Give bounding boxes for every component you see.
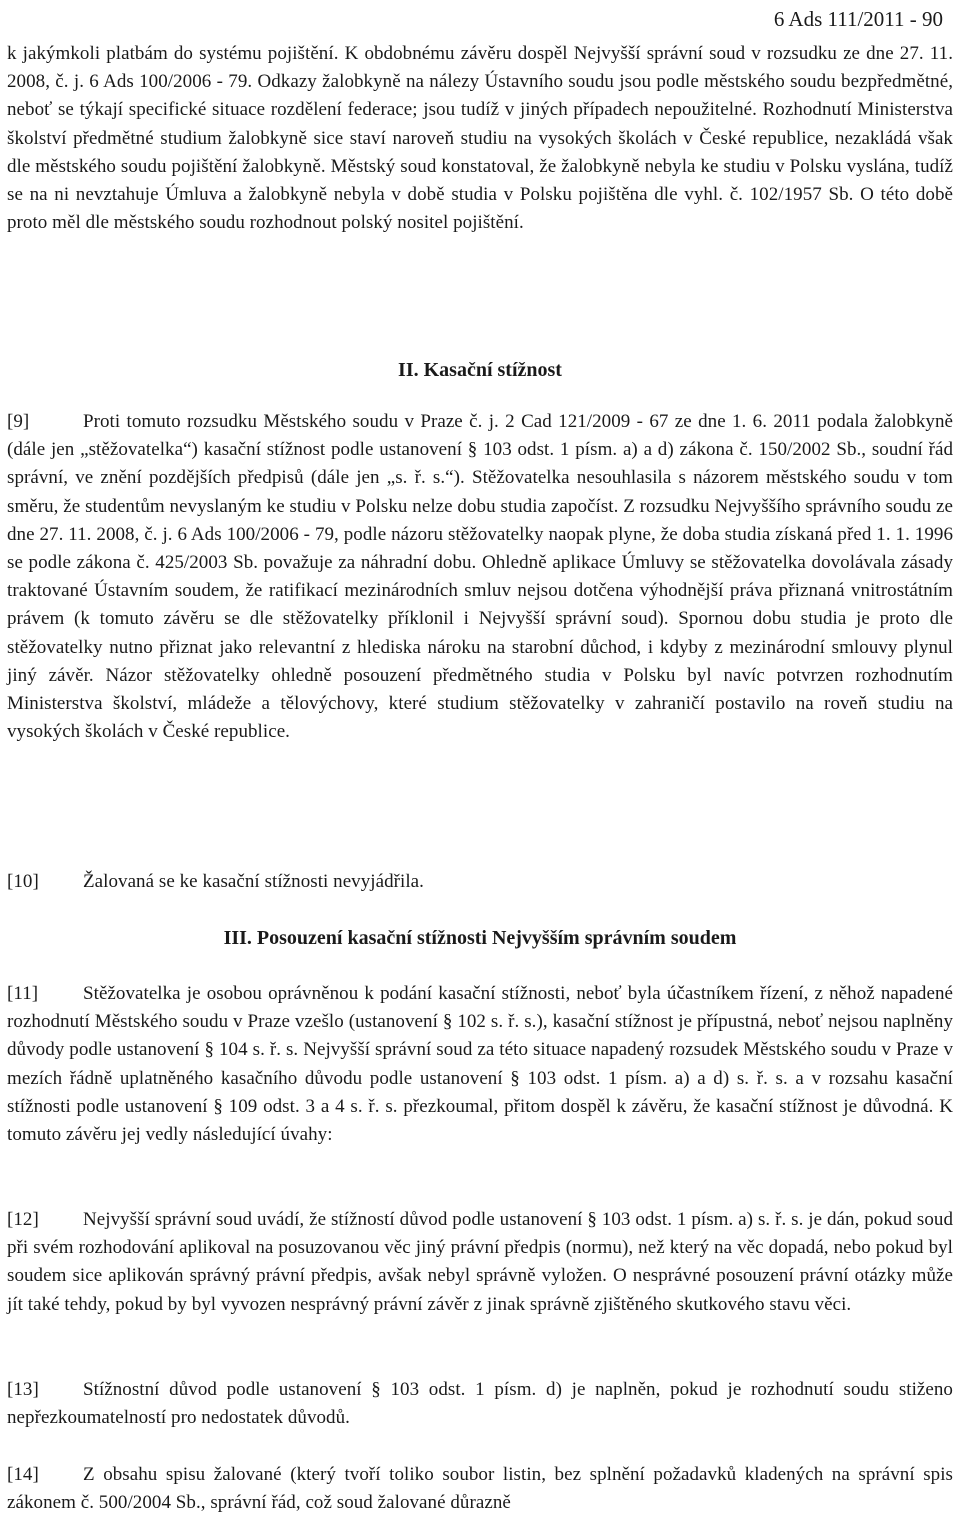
paragraph-number: [10] bbox=[7, 871, 39, 892]
paragraph-number: [9] bbox=[7, 411, 30, 432]
paragraph-14 bbox=[7, 1461, 953, 1517]
paragraph-13 bbox=[7, 1376, 953, 1432]
paragraph-number: [14] bbox=[7, 1464, 39, 1485]
section-heading-ii: II. Kasační stížnost bbox=[398, 359, 562, 381]
paragraph-number: [11] bbox=[7, 983, 39, 1004]
paragraph-text: Stížnostní důvod podle ustanovení § 103 odst. 1 písm. d) je naplněn, pokud je rozhodnutí soudu stiženo nepřezkoumatelností pro nedostatek důvodů. bbox=[7, 1379, 953, 1429]
paragraph-text: Z obsahu spisu žalované (který tvoří toliko soubor listin, bez splnění požadavků kladených na správní spis zákonem č. 500/2004 Sb., správní řád, což soud žalované důrazně bbox=[7, 1464, 953, 1514]
paragraph-text: Proti tomuto rozsudku Městského soudu v Praze č. j. 2 Cad 121/2009 - 67 ze dne 1. 6. 2011 podala žalobkyně (dále jen „stěžovatelka“) kasační stížnost podle ustanovení § 103 odst. 1 písm. a) a d) zákona č. 150/2002 Sb., soudní řád správní, ve znění pozdějších předpisů (dále jen „s. ř. s.“). Stěžovatelka nesouhlasila s názorem městského soudu v tom směru, že studentům nevyslaným ke studiu v Polsku nelze dobu studia započíst. Z rozsudku Nejvyššího správního soudu ze dne 27. 11. 2008, č. j. 6 Ads 100/2006 - 79, podle názoru stěžovatelky naopak plyne, že doba studia získaná před 1. 1. 1996 se podle zákona č. 425/2003 Sb. považuje za náhradní dobu. Ohledně aplikace Úmluvy se stěžovatelka dovolávala zásady traktované Ústavním soudem, že ratifikací mezinárodních smluv nejsou dotčena výhodnější práva přiznaná vnitrostátním právem (k tomuto závěru se dle stěžovatelky příklonil i Nejvyšší správní soud). Spornou dobu studia je proto dle stěžovatelky nutno přiznat jako relevantní z hlediska nároku na starobní důchod, i kdyby z mezinárodní smlouvy plynul jiný závěr. Názor stěžovatelky ohledně posouzení předmětného studia v Polsku byl navíc potvrzen rozhodnutím Ministerstva školství, mládeže a tělovýchovy, které studium stěžovatelky v zahraničí postavilo na roveň studiu na vysokých školách v České republice. bbox=[7, 411, 953, 743]
paragraph-text: Žalovaná se ke kasační stížnosti nevyjádřila. bbox=[83, 871, 424, 892]
section-heading-iii: III. Posouzení kasační stížnosti Nejvyšším správním soudem bbox=[223, 927, 737, 949]
paragraph-text: k jakýmkoli platbám do systému pojištění. K obdobnému závěru dospěl Nejvyšší správní soud v rozsudku ze dne 27. 11. 2008, č. j. 6 Ads 100/2006 - 79. Odkazy žalobkyně na nálezy Ústavního soudu jsou podle městského soudu bezpředmětné, neboť se týkají specifické situace rozdělení federace; jsou tudíž v jiných případech nepoužitelné. Rozhodnutí Ministerstva školství předmětné studium žalobkyně sice staví naroveň studiu na vysokých školách v České republice, nezakládá však dle městského soudu pojištění žalobkyně. Městský soud konstatoval, že žalobkyně nebyla ke studiu v Polsku vyslána, tudíž se na ni nevztahuje Úmluva a žalobkyně nebyla v době studia v Polsku pojištěna dle vyhl. č. 102/1957 Sb. O této době proto měl dle městského soudu rozhodnout polský nositel pojištění. bbox=[7, 43, 953, 234]
paragraph-text: Nejvyšší správní soud uvádí, že stížností důvod podle ustanovení § 103 odst. 1 písm. a) s. ř. s. je dán, pokud soud při svém rozhodování aplikoval na posuzovanou věc jiný právní předpis (normu), než který na věc dopadá, nebo pokud byl soudem sice aplikován správný právní předpis, avšak nebyl správně vyložen. O nesprávné posouzení právní otázky může jít také tehdy, pokud by byl vyvozen nesprávný právní závěr z jinak správně zjištěného skutkového stavu věci. bbox=[7, 1209, 953, 1315]
paragraph-9 bbox=[7, 408, 953, 746]
paragraph-10 bbox=[7, 868, 953, 896]
paragraph-intro bbox=[7, 40, 953, 237]
paragraph-12 bbox=[7, 1206, 953, 1319]
paragraph-11 bbox=[7, 980, 953, 1149]
case-reference-header: 6 Ads 111/2011 - 90 bbox=[773, 7, 943, 31]
paragraph-number: [13] bbox=[7, 1379, 39, 1400]
paragraph-number: [12] bbox=[7, 1209, 39, 1230]
paragraph-text: Stěžovatelka je osobou oprávněnou k podání kasační stížnosti, neboť byla účastníkem řízení, z něhož napadené rozhodnutí Městského soudu v Praze vzešlo (ustanovení § 102 s. ř. s.), kasační stížnost je přípustná, neboť nejsou naplněny důvody podle ustanovení § 104 s. ř. s. Nejvyšší správní soud za této situace napadený rozsudek Městského soudu v Praze v mezích řádně uplatněného kasačního důvodu podle ustanovení § 103 odst. 1 písm. a) a d) s. ř. s. a v rozsahu kasační stížnosti podle ustanovení § 109 odst. 3 a 4 s. ř. s. přezkoumal, přitom dospěl k závěru, že kasační stížnost je důvodná. K tomuto závěru jej vedly následující úvahy: bbox=[7, 983, 953, 1146]
